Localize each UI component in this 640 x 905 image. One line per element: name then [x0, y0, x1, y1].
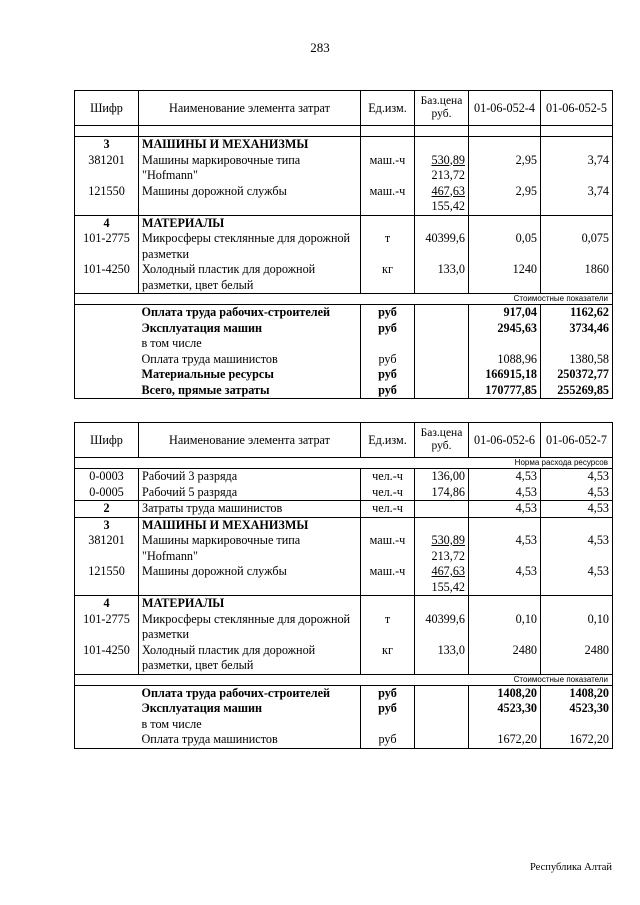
row-value-b: 3,74 — [541, 184, 613, 216]
row-name: Рабочий 3 разряда — [139, 469, 361, 485]
cost-row — [75, 732, 613, 748]
row-code: 121550 — [75, 184, 139, 216]
header-col-a: 01-06-052-6 — [469, 423, 541, 458]
cost-value-b: 1162,62 — [541, 305, 613, 321]
estimate-table-1 — [74, 90, 613, 399]
row-code: 101-4250 — [75, 643, 139, 675]
row-unit: маш.-ч — [361, 533, 415, 564]
row-unit: чел.-ч — [361, 485, 415, 501]
cost-row — [75, 367, 613, 383]
row-name: Холодный пластик для дорожной разметки, цвет белый — [139, 643, 361, 675]
header-code: Шифр — [75, 423, 139, 458]
cost-unit: руб — [361, 305, 415, 321]
row-value-b: 4,53 — [541, 501, 613, 518]
cost-label: Материальные ресурсы — [139, 367, 361, 383]
row-value-a: 4,53 — [469, 485, 541, 501]
row-unit: т — [361, 231, 415, 262]
page-number: 283 — [310, 40, 330, 55]
section-number: 2 — [75, 501, 139, 518]
row-value-b: 3,74 — [541, 153, 613, 184]
cost-label: Оплата труда рабочих-строителей — [139, 305, 361, 321]
header-base-price: Баз.цена руб. — [415, 423, 469, 458]
cost-label: Оплата труда рабочих-строителей — [139, 685, 361, 701]
cost-value-a — [469, 717, 541, 733]
row-price: 530,89 213,72 — [415, 153, 469, 184]
table-row — [75, 262, 613, 294]
row-unit: чел.-ч — [361, 501, 415, 518]
cost-value-a: 1088,96 — [469, 352, 541, 368]
cost-value-a: 1672,20 — [469, 732, 541, 748]
row-name: Микросферы стеклянные для дорожной разметки — [139, 231, 361, 262]
section-machines-row — [75, 137, 613, 153]
cost-value-b: 250372,77 — [541, 367, 613, 383]
cost-value-a: 170777,85 — [469, 383, 541, 399]
cost-row — [75, 383, 613, 399]
row-name: Рабочий 5 разряда — [139, 485, 361, 501]
cost-label: Всего, прямые затраты — [139, 383, 361, 399]
cost-value-b: 1672,20 — [541, 732, 613, 748]
cost-indicators-note: Стоимостные показатели — [75, 674, 613, 685]
cost-unit: руб — [361, 352, 415, 368]
table-row — [75, 485, 613, 501]
section-machines-row — [75, 517, 613, 533]
row-unit: т — [361, 612, 415, 643]
table-row — [75, 184, 613, 216]
row-unit: кг — [361, 262, 415, 294]
table-row — [75, 153, 613, 184]
cost-row — [75, 336, 613, 352]
cost-label: Эксплуатация машин — [139, 321, 361, 337]
cost-label: в том числе — [139, 717, 361, 733]
cost-unit — [361, 336, 415, 352]
row-value-b: 0,075 — [541, 231, 613, 262]
cost-row — [75, 321, 613, 337]
row-value-a: 4,53 — [469, 469, 541, 485]
row-value-a: 1240 — [469, 262, 541, 294]
row-unit: маш.-ч — [361, 564, 415, 596]
cost-value-a: 917,04 — [469, 305, 541, 321]
section-number: 3 — [75, 517, 139, 533]
cost-value-a: 166915,18 — [469, 367, 541, 383]
cost-row — [75, 701, 613, 717]
row-price: 40399,6 — [415, 231, 469, 262]
row-value-b: 2480 — [541, 643, 613, 675]
labor-row — [75, 501, 613, 518]
cost-value-b: 3734,46 — [541, 321, 613, 337]
cost-value-a — [469, 336, 541, 352]
table-row — [75, 231, 613, 262]
cost-value-b: 1408,20 — [541, 685, 613, 701]
section-materials-row — [75, 596, 613, 612]
cost-value-b: 255269,85 — [541, 383, 613, 399]
row-code: 101-2775 — [75, 231, 139, 262]
footer-region: Республика Алтай — [529, 862, 612, 873]
row-price: 174,86 — [415, 485, 469, 501]
row-name: Машины маркировочные типа "Hofmann" — [139, 153, 361, 184]
row-code: 0-0005 — [75, 485, 139, 501]
cost-row — [75, 352, 613, 368]
row-code: 121550 — [75, 564, 139, 596]
row-unit: маш.-ч — [361, 153, 415, 184]
row-price: 530,89 213,72 — [415, 533, 469, 564]
section-title: МАТЕРИАЛЫ — [139, 215, 361, 231]
table-row — [75, 564, 613, 596]
cost-indicators-note: Стоимостные показатели — [75, 294, 613, 305]
row-value-a: 4,53 — [469, 564, 541, 596]
row-name: Машины маркировочные типа "Hofmann" — [139, 533, 361, 564]
row-name: Машины дорожной службы — [139, 184, 361, 216]
cost-row — [75, 305, 613, 321]
row-value-a: 0,05 — [469, 231, 541, 262]
row-value-a: 2,95 — [469, 184, 541, 216]
header-unit: Ед.изм. — [361, 91, 415, 126]
header-name: Наименование элемента затрат — [139, 423, 361, 458]
section-title: МАТЕРИАЛЫ — [139, 596, 361, 612]
cost-row — [75, 717, 613, 733]
cost-unit: руб — [361, 321, 415, 337]
section-number: 4 — [75, 215, 139, 231]
cost-row — [75, 685, 613, 701]
table-row — [75, 533, 613, 564]
cost-value-b — [541, 336, 613, 352]
table-row — [75, 612, 613, 643]
row-price: 467,63 155,42 — [415, 184, 469, 216]
table-row — [75, 643, 613, 675]
cost-value-a: 1408,20 — [469, 685, 541, 701]
cost-value-b: 1380,58 — [541, 352, 613, 368]
row-value-a: 4,53 — [469, 501, 541, 518]
row-unit: кг — [361, 643, 415, 675]
header-code: Шифр — [75, 91, 139, 126]
table-header-row — [75, 91, 613, 126]
row-price: 133,0 — [415, 262, 469, 294]
estimate-table-2 — [74, 422, 613, 749]
row-price: 40399,6 — [415, 612, 469, 643]
row-price: 136,00 — [415, 469, 469, 485]
header-col-b: 01-06-052-7 — [541, 423, 613, 458]
header-name: Наименование элемента затрат — [139, 91, 361, 126]
section-materials-row — [75, 215, 613, 231]
header-col-a: 01-06-052-4 — [469, 91, 541, 126]
row-value-a: 4,53 — [469, 533, 541, 564]
section-number: 3 — [75, 137, 139, 153]
cost-value-b — [541, 717, 613, 733]
cost-label: Эксплуатация машин — [139, 701, 361, 717]
row-name: Холодный пластик для дорожной разметки, цвет белый — [139, 262, 361, 294]
table-header-row — [75, 423, 613, 458]
row-name: Микросферы стеклянные для дорожной разметки — [139, 612, 361, 643]
cost-label: Оплата труда машинистов — [139, 732, 361, 748]
header-base-price: Баз.цена руб. — [415, 91, 469, 126]
row-value-b: 0,10 — [541, 612, 613, 643]
cost-label: Оплата труда машинистов — [139, 352, 361, 368]
row-value-b: 4,53 — [541, 469, 613, 485]
header-col-b: 01-06-052-5 — [541, 91, 613, 126]
row-unit: маш.-ч — [361, 184, 415, 216]
cost-unit: руб — [361, 383, 415, 399]
row-code: 0-0003 — [75, 469, 139, 485]
row-name: Затраты труда машинистов — [139, 501, 361, 518]
row-value-b: 4,53 — [541, 485, 613, 501]
section-title: МАШИНЫ И МЕХАНИЗМЫ — [139, 137, 361, 153]
cost-value-a: 4523,30 — [469, 701, 541, 717]
row-value-b: 1860 — [541, 262, 613, 294]
row-value-a: 2,95 — [469, 153, 541, 184]
section-title: МАШИНЫ И МЕХАНИЗМЫ — [139, 517, 361, 533]
cost-unit: руб — [361, 685, 415, 701]
row-name: Машины дорожной службы — [139, 564, 361, 596]
cost-unit: руб — [361, 701, 415, 717]
row-value-a: 0,10 — [469, 612, 541, 643]
header-unit: Ед.изм. — [361, 423, 415, 458]
cost-value-a: 2945,63 — [469, 321, 541, 337]
row-code: 381201 — [75, 533, 139, 564]
row-value-b: 4,53 — [541, 533, 613, 564]
table-row — [75, 469, 613, 485]
row-price: 467,63 155,42 — [415, 564, 469, 596]
cost-label: в том числе — [139, 336, 361, 352]
row-code: 381201 — [75, 153, 139, 184]
cost-unit — [361, 717, 415, 733]
resource-norm-note: Норма расхода ресурсов — [75, 458, 613, 469]
row-code: 101-4250 — [75, 262, 139, 294]
cost-value-b: 4523,30 — [541, 701, 613, 717]
cost-unit: руб — [361, 367, 415, 383]
row-code: 101-2775 — [75, 612, 139, 643]
row-value-b: 4,53 — [541, 564, 613, 596]
cost-unit: руб — [361, 732, 415, 748]
row-value-a: 2480 — [469, 643, 541, 675]
section-number: 4 — [75, 596, 139, 612]
row-price: 133,0 — [415, 643, 469, 675]
row-unit: чел.-ч — [361, 469, 415, 485]
